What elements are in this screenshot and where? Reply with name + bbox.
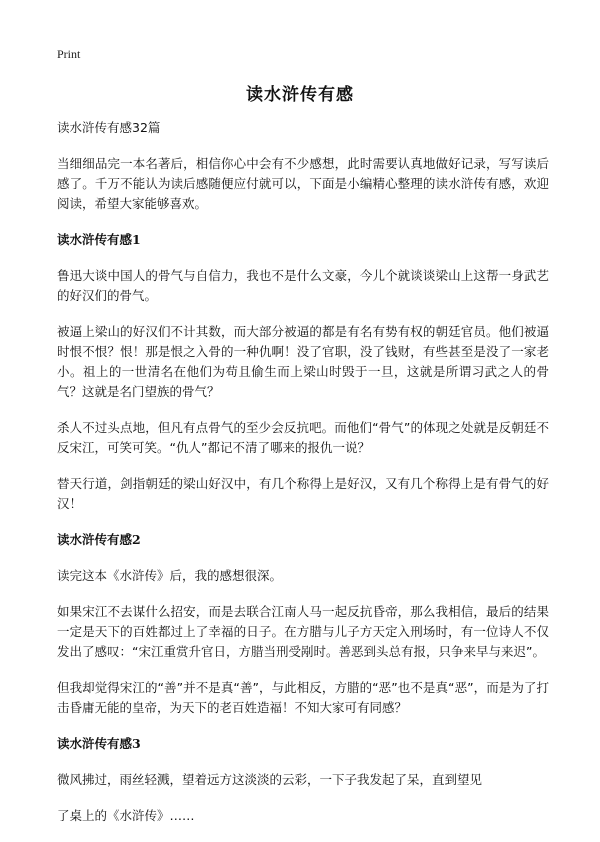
section-heading: 读水浒传有感2 <box>57 532 141 547</box>
paragraph: 鲁迅大谈中国人的骨气与自信力，我也不是什么文豪，今儿个就谈谈梁山上这帮一身武艺的好汉们的骨气。 <box>57 268 549 303</box>
section-heading: 读水浒传有感3 <box>57 736 141 751</box>
paragraph: 微风拂过，雨丝轻溅，望着远方这淡淡的云彩，一下子我发起了呆，直到望见 <box>57 772 483 787</box>
section-3 <box>57 734 549 826</box>
paragraph: 了桌上的《水浒传》…… <box>57 808 195 823</box>
paragraph: 但我却觉得宋江的“善”并不是真“善”，与此相反，方腊的“恶”也不是真“恶”，而是为了打击昏庸无能的皇帝，为天下的老百姓造福！不知大家可有同感？ <box>57 680 549 715</box>
paragraph: 替天行道，剑指朝廷的梁山好汉中，有几个称得上是好汉，又有几个称得上是有骨气的好汉！ <box>57 476 549 511</box>
document-body <box>57 118 549 842</box>
page-title: 读水浒传有感 <box>246 85 354 105</box>
section-1 <box>57 230 549 514</box>
print-label: Print <box>57 47 81 61</box>
section-heading: 读水浒传有感1 <box>57 232 141 247</box>
document-subtitle: 读水浒传有感32篇 <box>57 120 161 135</box>
paragraph: 读完这本《水浒传》后，我的感想很深。 <box>57 568 283 583</box>
paragraph: 被逼上梁山的好汉们不计其数，而大部分被逼的都是有名有势有权的朝廷官员。他们被逼时恨不恨？恨！那是恨之入骨的一种仇啊！没了官职，没了钱财，有些甚至是没了一家老小。祖上的一世清名在他们为苟且偷生而上梁山时毁于一旦，这就是所谓习武之人的骨气？这就是名门望族的骨气？ <box>57 324 549 399</box>
section-2 <box>57 530 549 718</box>
paragraph: 如果宋江不去谋什么招安，而是去联合江南人马一起反抗昏帝，那么我相信，最后的结果一定是天下的百姓都过上了幸福的日子。在方腊与儿子方天定入刑场时，有一位诗人不仅发出了感叹：“宋江重赏升官日，方腊当刑受剐时。善恶到头总有报，只争来早与来迟”。 <box>57 604 549 659</box>
intro-paragraph: 当细细品完一本名著后，相信你心中会有不少感想，此时需要认真地做好记录，写写读后感了。千万不能认为读后感随便应付就可以，下面是小编精心整理的读水浒传有感，欢迎阅读，希望大家能够喜欢。 <box>57 156 549 211</box>
paragraph: 杀人不过头点地，但凡有点骨气的至少会反抗吧。而他们“骨气”的体现之处就是反朝廷不反宋江，可笑可笑。“仇人”都记不清了哪来的报仇一说？ <box>57 420 549 455</box>
